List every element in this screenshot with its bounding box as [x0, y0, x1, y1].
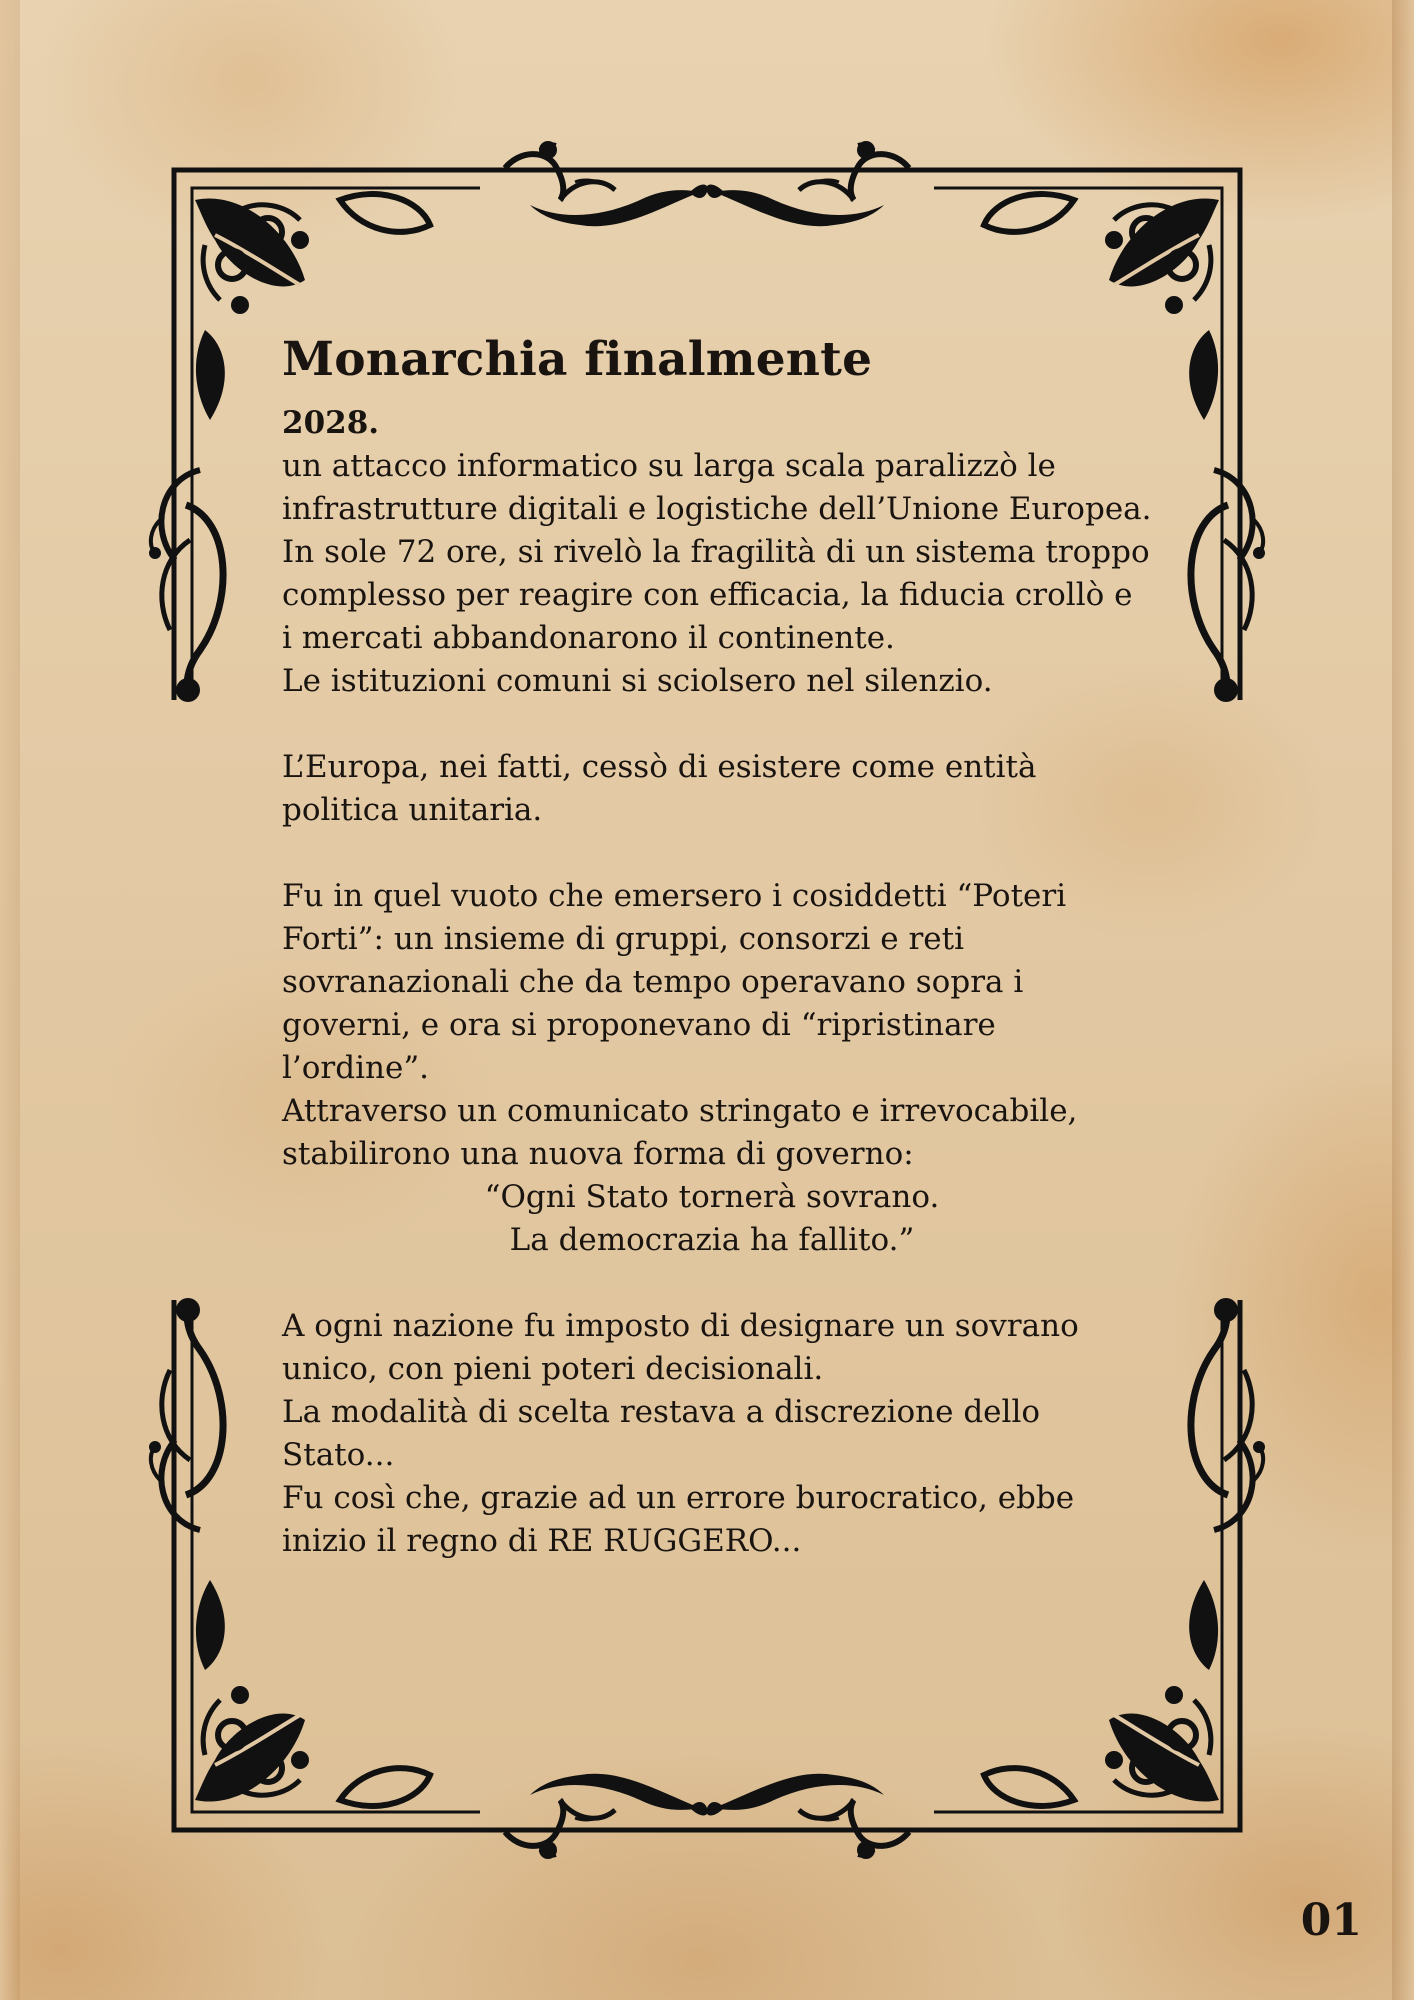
paragraph-2: Le istituzioni comuni si sciolsero nel silenzio. — [282, 663, 993, 699]
paragraph-gap — [282, 703, 1152, 746]
paragraph-3: L’Europa, nei fatti, cessò di esistere come entità politica unitaria. — [282, 749, 1037, 828]
paragraph-gap — [282, 1262, 1152, 1305]
paragraph-1: un attacco informatico su larga scala paralizzò le infrastrutture digitali e logistiche dell’Unione Europea. In sole 72 ore, si rivelò la fragilità di un sistema troppo complesso per reagire con efficacia, la fiducia crollò e i mercati abbandonarono il continente. — [282, 448, 1152, 656]
quote-line-1: “Ogni Stato tornerà sovrano. — [484, 1179, 940, 1215]
paragraph-6: A ogni nazione fu imposto di designare un sovrano unico, con pieni poteri decisionali. — [282, 1308, 1079, 1387]
paragraph-4: Fu in quel vuoto che emersero i cosiddetti “Poteri Forti”: un insieme di gruppi, consorzi e reti sovranazionali che da tempo operavano sopra i governi, e ora si proponevano di “ripristinare l’ordine”. — [282, 878, 1067, 1086]
paragraph-8: Fu così che, grazie ad un errore burocratico, ebbe inizio il regno di RE RUGGERO... — [282, 1480, 1075, 1559]
year-heading: 2028. — [282, 405, 380, 441]
text-content — [282, 330, 1152, 1563]
paragraph-gap — [282, 832, 1152, 875]
paragraph-7: La modalità di scelta restava a discrezione dello Stato... — [282, 1394, 1041, 1473]
paragraph-5: Attraverso un comunicato stringato e irrevocabile, stabilirono una nuova forma di governo: — [282, 1093, 1078, 1172]
quote-line-2: La democrazia ha fallito.” — [509, 1222, 915, 1258]
page-number: 01 — [1300, 1895, 1362, 1946]
page-title: Monarchia finalmente — [282, 332, 873, 387]
